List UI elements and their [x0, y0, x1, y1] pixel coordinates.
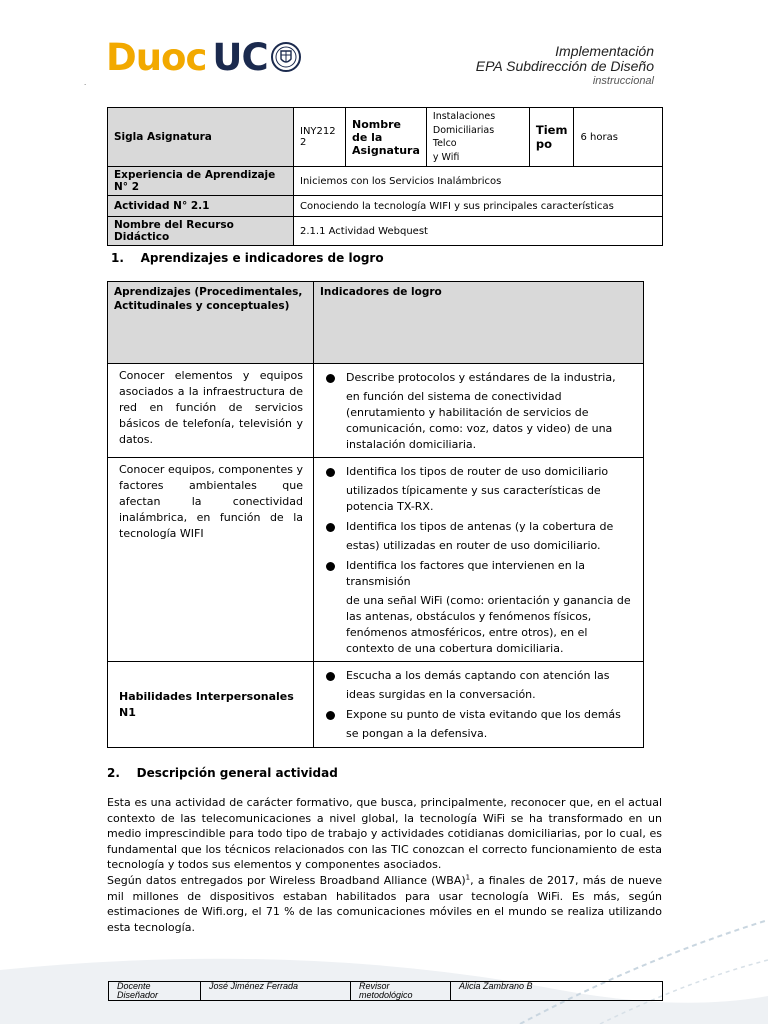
indicadores-cell	[314, 662, 644, 748]
section-title-aprendizajes: 1. Aprendizajes e indicadores de logro	[111, 251, 384, 265]
revisor-label: Revisor metodológico	[351, 982, 451, 1001]
indicadores-cell	[314, 364, 644, 458]
stray-mark: .	[84, 78, 87, 87]
list-item	[322, 558, 635, 657]
experiencia-label: Experiencia de Aprendizaje N° 2	[108, 167, 294, 196]
recurso-value: 2.1.1 Actividad Webquest	[294, 217, 663, 246]
logo-text-duoc: Duoc	[106, 35, 207, 79]
sigla-label: Sigla Asignatura	[108, 108, 294, 167]
aprendizaje-cell: Conocer elementos y equipos asociados a la infraestructura de red en función de servicios básicos de telefonía, televisión y datos.	[108, 364, 314, 458]
indicator-first-line: Describe protocolos y estándares de la industria,	[346, 371, 616, 384]
indicators-table	[107, 281, 644, 748]
header-line-3: instruccional	[592, 75, 654, 87]
indicator-rest: se pongan a la defensiva.	[346, 727, 488, 740]
indicator-first-line: Expone su punto de vista evitando que los demás	[346, 708, 621, 721]
uc-seal-icon	[270, 37, 302, 77]
indicator-rest: ideas surgidas en la conversación.	[346, 688, 536, 701]
tiempo-value: 6 horas	[574, 108, 663, 167]
tiempo-label: Tiem po	[529, 108, 574, 167]
list-item	[322, 464, 635, 515]
indicator-first-line: Identifica los tipos de router de uso domiciliario	[346, 465, 609, 478]
actividad-value: Conociendo la tecnología WIFI y sus principales características	[294, 196, 663, 217]
indicator-rest: en función del sistema de conectividad (enrutamiento y habilitación de servicios de comunicación, como: voz, datos y video) de una instalación domiciliaria.	[346, 390, 613, 451]
para2-text-a: Según datos entregados por Wireless Broadband Alliance (WBA)	[107, 873, 466, 887]
docente-value: José Jiménez Ferrada	[201, 982, 351, 1001]
header-line-2: EPA Subdirección de Diseño	[475, 58, 654, 74]
experiencia-value: Iniciemos con los Servicios Inalámbricos	[294, 167, 663, 196]
docente-label: Docente Diseñador	[109, 982, 201, 1001]
nombre-value	[426, 108, 529, 167]
indicadores-cell	[314, 458, 644, 662]
table-row	[108, 458, 644, 662]
para2-text-b: , a finales de 2017, más de nueve mil millones de dispositivos estaban habilitados para usar tecnología WiFi. Es más, según estimaciones de Wifi.org, el 71 % de las comunicaciones móviles en el mundo se realiza utilizando esta tecnología.	[107, 873, 662, 934]
logo-text-uc: UC	[212, 35, 268, 79]
nombre-line: Instalaciones	[432, 111, 496, 122]
table-row	[108, 662, 644, 748]
col-header-indicadores: Indicadores de logro	[314, 282, 644, 364]
list-item	[322, 668, 635, 703]
footnote-ref[interactable]: 1	[465, 873, 471, 882]
indicator-rest: estas) utilizadas en router de uso domiciliario.	[346, 539, 601, 552]
header-department	[475, 43, 654, 87]
indicator-first-line: Identifica los tipos de antenas (y la cobertura de	[346, 520, 614, 533]
revisor-value: Alicia Zambrano B	[451, 982, 663, 1001]
nombre-line: Domiciliarias	[432, 124, 495, 136]
indicator-first-line: Identifica los factores que intervienen en la transmisión	[346, 559, 585, 588]
description-paragraph-1: Esta es una actividad de carácter formativo, que busca, principalmente, reconocer que, en el actual contexto de las telecomunicaciones a nivel global, la tecnología WiFi se ha transformado en un medio imprescindible para todo tipo de trabajo y actividades cotidianas domiciliarias, por lo cual, es fundamental que los técnicos relacionados con las TIC conozcan el correcto funcionamiento de esta tecnología y todos sus elementos y componentes asociados.	[107, 796, 662, 872]
footer-credits-table	[108, 981, 663, 1001]
decorative-wave-graphic	[0, 900, 768, 1024]
nombre-line: y Wifi	[432, 151, 460, 163]
nombre-label: Nombre de la Asignatura	[346, 108, 427, 167]
duoc-uc-logo	[106, 34, 302, 80]
recurso-label: Nombre del Recurso Didáctico	[108, 217, 294, 246]
actividad-label: Actividad N° 2.1	[108, 196, 294, 217]
aprendizaje-cell: Habilidades Interpersonales N1	[108, 662, 314, 748]
sigla-value: INY212 2	[294, 108, 346, 167]
course-info-table	[107, 107, 663, 246]
list-item	[322, 707, 635, 742]
indicator-rest: de una señal WiFi (como: orientación y ganancia de las antenas, obstáculos y fenómenos físicos, fenómenos atmosféricos, entre otros), en el contexto de una cobertura domiciliaria.	[346, 594, 631, 655]
section-title-descripcion: 2. Descripción general actividad	[107, 766, 338, 780]
col-header-aprendizajes: Aprendizajes (Procedimentales, Actitudinales y conceptuales)	[108, 282, 314, 364]
header-line-1: Implementación	[555, 43, 654, 59]
nombre-line: Telco	[432, 138, 457, 149]
indicator-first-line: Escucha a los demás captando con atención las	[346, 669, 610, 682]
list-item	[322, 519, 635, 554]
indicator-rest: utilizados típicamente y sus características de potencia TX-RX.	[346, 484, 601, 513]
list-item	[322, 370, 635, 453]
aprendizaje-cell: Conocer equipos, componentes y factores ambientales que afectan la conectividad inalámbrica, en función de la tecnología WIFI	[108, 458, 314, 662]
table-row	[108, 364, 644, 458]
